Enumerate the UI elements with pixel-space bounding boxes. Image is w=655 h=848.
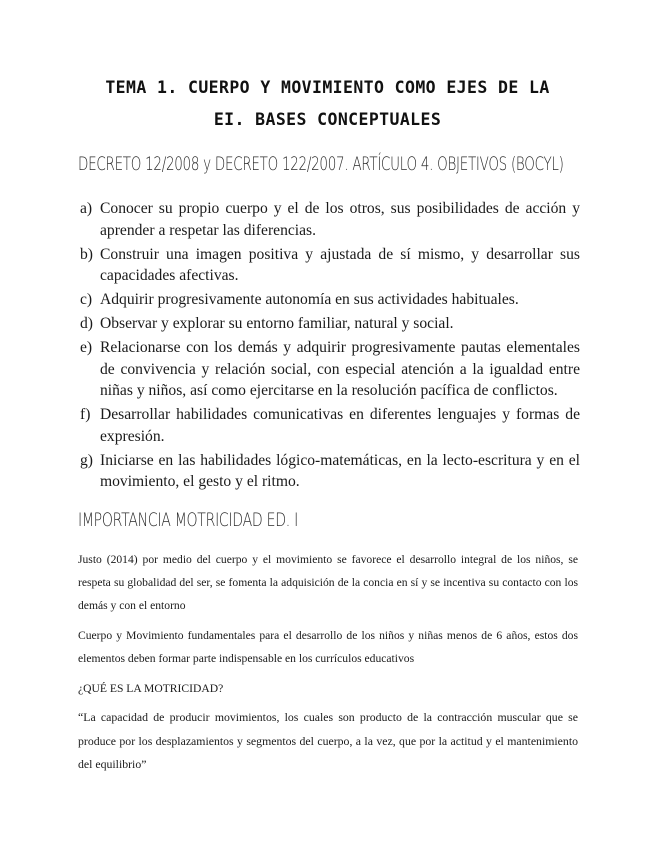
subheading-que-es-motricidad: ¿QUÉ ES LA MOTRICIDAD?	[78, 682, 224, 695]
objective-text: Relacionarse con los demás y adquirir progresivamente pautas elementales de convivencia y relación social, con especial atención a la igualdad entre niñas y niños, así como ejercitarse en la resolución pacífica de conflictos.	[100, 339, 580, 400]
objective-marker: d)	[80, 315, 93, 333]
objective-text: Construir una imagen positiva y ajustada de sí mismo, y desarrollar sus capacidades afectivas.	[100, 245, 580, 285]
objective-marker: b)	[80, 245, 93, 263]
objectives-list	[80, 198, 580, 495]
objective-marker: f)	[80, 406, 91, 424]
quote-definition: “La capacidad de producir movimientos, los cuales son producto de la contracción muscular que se produce por los desplazamientos y segmentos del cuerpo, a la vez, que por la actitud y el mantenimiento del equilibrio”	[78, 710, 578, 771]
paragraph-cuerpo-movimiento: Cuerpo y Movimiento fundamentales para el desarrollo de los niños y niñas menos de 6 años, estos dos elementos deben formar parte indispensable en los currículos educativos	[78, 629, 578, 665]
section-heading-importancia: IMPORTANCIA MOTRICIDAD ED. I	[78, 509, 298, 531]
paragraph-justo: Justo (2014) por medio del cuerpo y el movimiento se favorece el desarrollo integral de los niños, se respeta su globalidad del ser, se fomenta la adquisición de la concia en sí y se incentiva su contacto con los demás y con el entorno	[78, 553, 578, 612]
objective-marker: e)	[80, 339, 93, 357]
objective-marker: c)	[80, 291, 93, 309]
objective-text: Observar y explorar su entorno familiar, natural y social.	[100, 315, 454, 333]
objective-marker: a)	[80, 200, 93, 217]
objective-item-c	[80, 289, 580, 311]
objective-item-e	[80, 337, 580, 402]
document-title-line-2: EI. BASES CONCEPTUALES	[213, 110, 442, 129]
section-heading-decreto: DECRETO 12/2008 y DECRETO 122/2007. ARTÍCULO 4. OBJETIVOS (BOCYL)	[78, 153, 564, 175]
objective-marker: g)	[80, 451, 93, 469]
document-title-line-1: TEMA 1. CUERPO Y MOVIMIENTO COMO EJES DE LA	[105, 78, 550, 97]
objective-item-g	[80, 450, 580, 493]
objective-item-d	[80, 313, 580, 335]
objective-item-b	[80, 244, 580, 287]
objective-text: Conocer su propio cuerpo y el de los otros, sus posibilidades de acción y aprender a respetar las diferencias.	[100, 200, 580, 239]
objective-item-f	[80, 404, 580, 447]
objective-text: Adquirir progresivamente autonomía en sus actividades habituales.	[100, 291, 519, 309]
objective-text: Iniciarse en las habilidades lógico-matemáticas, en la lecto-escritura y en el movimiento, el gesto y el ritmo.	[100, 451, 580, 491]
objective-item-a	[80, 198, 580, 241]
objective-text: Desarrollar habilidades comunicativas en diferentes lenguajes y formas de expresión.	[100, 406, 580, 445]
